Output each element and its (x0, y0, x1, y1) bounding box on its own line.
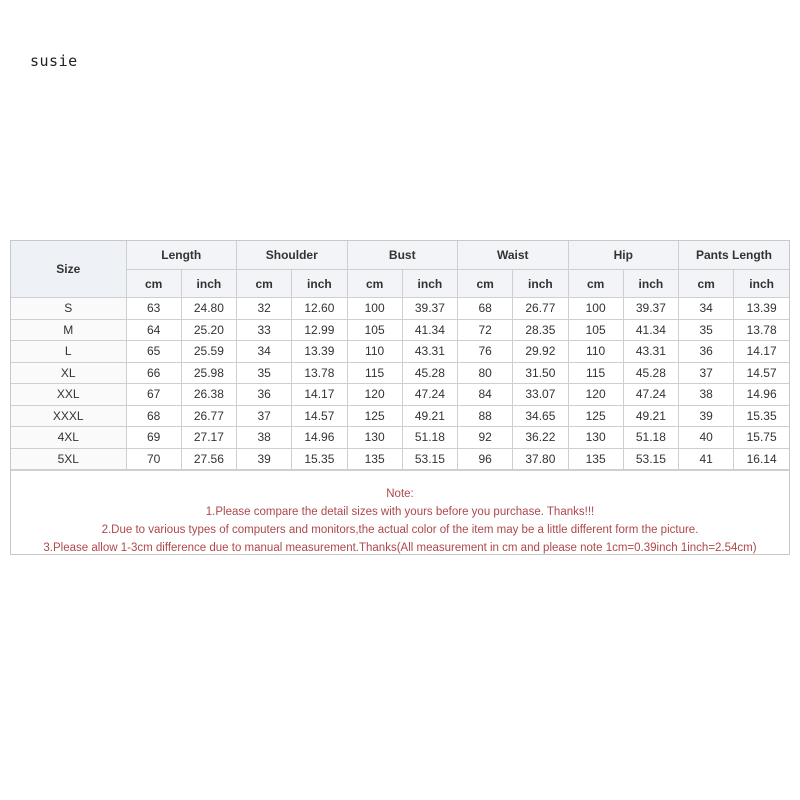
table-cell: 29.92 (513, 341, 568, 363)
table-cell: 33.07 (513, 384, 568, 406)
table-cell: 13.39 (734, 298, 789, 320)
unit-header: inch (181, 270, 236, 298)
unit-header: inch (734, 270, 789, 298)
note-line: 3.Please allow 1-3cm difference due to manual measurement.Thanks(All measurement in cm and please note 1cm=0.39inch 1inch=2.54cm) (43, 542, 757, 554)
note-title: Note: (386, 488, 414, 500)
size-label-cell: XL (11, 362, 126, 384)
table-cell: 15.35 (292, 448, 347, 470)
table-cell: 41.34 (402, 319, 457, 341)
table-cell: 39 (237, 448, 292, 470)
table-cell: 51.18 (402, 427, 457, 449)
table-cell: 26.38 (181, 384, 236, 406)
column-group-header: Waist (458, 241, 569, 270)
unit-header: cm (458, 270, 513, 298)
table-cell: 67 (126, 384, 181, 406)
unit-header: inch (402, 270, 457, 298)
table-cell: 39.37 (623, 298, 678, 320)
table-cell: 64 (126, 319, 181, 341)
column-group-header: Hip (568, 241, 679, 270)
table-cell: 37.80 (513, 448, 568, 470)
table-cell: 35 (237, 362, 292, 384)
table-cell: 100 (568, 298, 623, 320)
table-cell: 68 (458, 298, 513, 320)
unit-header: inch (292, 270, 347, 298)
table-cell: 53.15 (402, 448, 457, 470)
table-cell: 12.60 (292, 298, 347, 320)
size-label-cell: 5XL (11, 448, 126, 470)
notes-section (11, 470, 789, 554)
size-label-cell: S (11, 298, 126, 320)
note-line: 1.Please compare the detail sizes with yours before you purchase. Thanks!!! (205, 506, 595, 518)
table-cell: 120 (347, 384, 402, 406)
note-lines (11, 503, 789, 557)
table-cell: 105 (568, 319, 623, 341)
table-cell: 13.39 (292, 341, 347, 363)
table-cell: 24.80 (181, 298, 236, 320)
table-cell: 80 (458, 362, 513, 384)
table-cell: 35 (679, 319, 734, 341)
table-cell: 37 (237, 405, 292, 427)
table-cell: 53.15 (623, 448, 678, 470)
table-cell: 41 (679, 448, 734, 470)
table-cell: 130 (568, 427, 623, 449)
table-row (11, 341, 789, 363)
size-label-cell: L (11, 341, 126, 363)
table-cell: 130 (347, 427, 402, 449)
table-cell: 41.34 (623, 319, 678, 341)
table-cell: 27.56 (181, 448, 236, 470)
table-cell: 13.78 (292, 362, 347, 384)
table-cell: 38 (679, 384, 734, 406)
table-cell: 32 (237, 298, 292, 320)
table-cell: 125 (347, 405, 402, 427)
unit-header: cm (347, 270, 402, 298)
table-cell: 14.17 (734, 341, 789, 363)
table-cell: 68 (126, 405, 181, 427)
table-cell: 63 (126, 298, 181, 320)
table-cell: 39.37 (402, 298, 457, 320)
size-label-cell: 4XL (11, 427, 126, 449)
table-cell: 125 (568, 405, 623, 427)
unit-header: cm (126, 270, 181, 298)
table-row (11, 448, 789, 470)
unit-header: cm (237, 270, 292, 298)
table-cell: 27.17 (181, 427, 236, 449)
table-row (11, 427, 789, 449)
table-cell: 76 (458, 341, 513, 363)
table-cell: 92 (458, 427, 513, 449)
unit-header: cm (679, 270, 734, 298)
table-cell: 36 (237, 384, 292, 406)
table-cell: 47.24 (402, 384, 457, 406)
table-row (11, 405, 789, 427)
size-label-cell: XXXL (11, 405, 126, 427)
table-cell: 14.96 (292, 427, 347, 449)
table-cell: 110 (347, 341, 402, 363)
table-row (11, 298, 789, 320)
header-group-row (11, 241, 789, 270)
table-cell: 47.24 (623, 384, 678, 406)
table-body (11, 298, 789, 470)
table-cell: 120 (568, 384, 623, 406)
column-group-header: Bust (347, 241, 458, 270)
table-cell: 65 (126, 341, 181, 363)
table-cell: 26.77 (181, 405, 236, 427)
table-cell: 13.78 (734, 319, 789, 341)
table-cell: 37 (679, 362, 734, 384)
table-cell: 14.17 (292, 384, 347, 406)
column-group-header: Pants Length (679, 241, 790, 270)
table-cell: 100 (347, 298, 402, 320)
table-cell: 39 (679, 405, 734, 427)
table-cell: 43.31 (402, 341, 457, 363)
table-cell: 33 (237, 319, 292, 341)
table-cell: 36.22 (513, 427, 568, 449)
table-cell: 72 (458, 319, 513, 341)
table-cell: 16.14 (734, 448, 789, 470)
table-row (11, 319, 789, 341)
unit-header: cm (568, 270, 623, 298)
table-cell: 49.21 (402, 405, 457, 427)
table-cell: 15.75 (734, 427, 789, 449)
size-column-header: Size (11, 241, 126, 298)
table-cell: 40 (679, 427, 734, 449)
table-cell: 43.31 (623, 341, 678, 363)
table-cell: 25.98 (181, 362, 236, 384)
table-cell: 135 (568, 448, 623, 470)
table-cell: 28.35 (513, 319, 568, 341)
table-cell: 45.28 (402, 362, 457, 384)
table-cell: 12.99 (292, 319, 347, 341)
table-cell: 25.20 (181, 319, 236, 341)
table-cell: 36 (679, 341, 734, 363)
column-group-header: Shoulder (237, 241, 348, 270)
table-cell: 49.21 (623, 405, 678, 427)
table-cell: 115 (568, 362, 623, 384)
table-cell: 31.50 (513, 362, 568, 384)
table-cell: 135 (347, 448, 402, 470)
size-label-cell: XXL (11, 384, 126, 406)
size-label-cell: M (11, 319, 126, 341)
table-cell: 105 (347, 319, 402, 341)
table-cell: 14.96 (734, 384, 789, 406)
table-cell: 14.57 (734, 362, 789, 384)
table-cell: 70 (126, 448, 181, 470)
table-cell: 38 (237, 427, 292, 449)
table-cell: 51.18 (623, 427, 678, 449)
table-cell: 115 (347, 362, 402, 384)
unit-header: inch (623, 270, 678, 298)
table-cell: 26.77 (513, 298, 568, 320)
header-unit-row (11, 270, 789, 298)
table-cell: 96 (458, 448, 513, 470)
size-chart (10, 240, 790, 555)
table-cell: 66 (126, 362, 181, 384)
table-cell: 69 (126, 427, 181, 449)
table-cell: 45.28 (623, 362, 678, 384)
table-cell: 15.35 (734, 405, 789, 427)
table-cell: 25.59 (181, 341, 236, 363)
unit-header: inch (513, 270, 568, 298)
table-cell: 88 (458, 405, 513, 427)
note-line: 2.Due to various types of computers and monitors,the actual color of the item may be a little different form the picture. (101, 524, 699, 536)
table-cell: 34.65 (513, 405, 568, 427)
table-cell: 110 (568, 341, 623, 363)
table-row (11, 384, 789, 406)
table-row (11, 362, 789, 384)
table-cell: 34 (679, 298, 734, 320)
table-cell: 84 (458, 384, 513, 406)
table-cell: 34 (237, 341, 292, 363)
table-cell: 14.57 (292, 405, 347, 427)
watermark-text: susie (30, 52, 78, 70)
size-table (11, 241, 789, 470)
column-group-header: Length (126, 241, 237, 270)
